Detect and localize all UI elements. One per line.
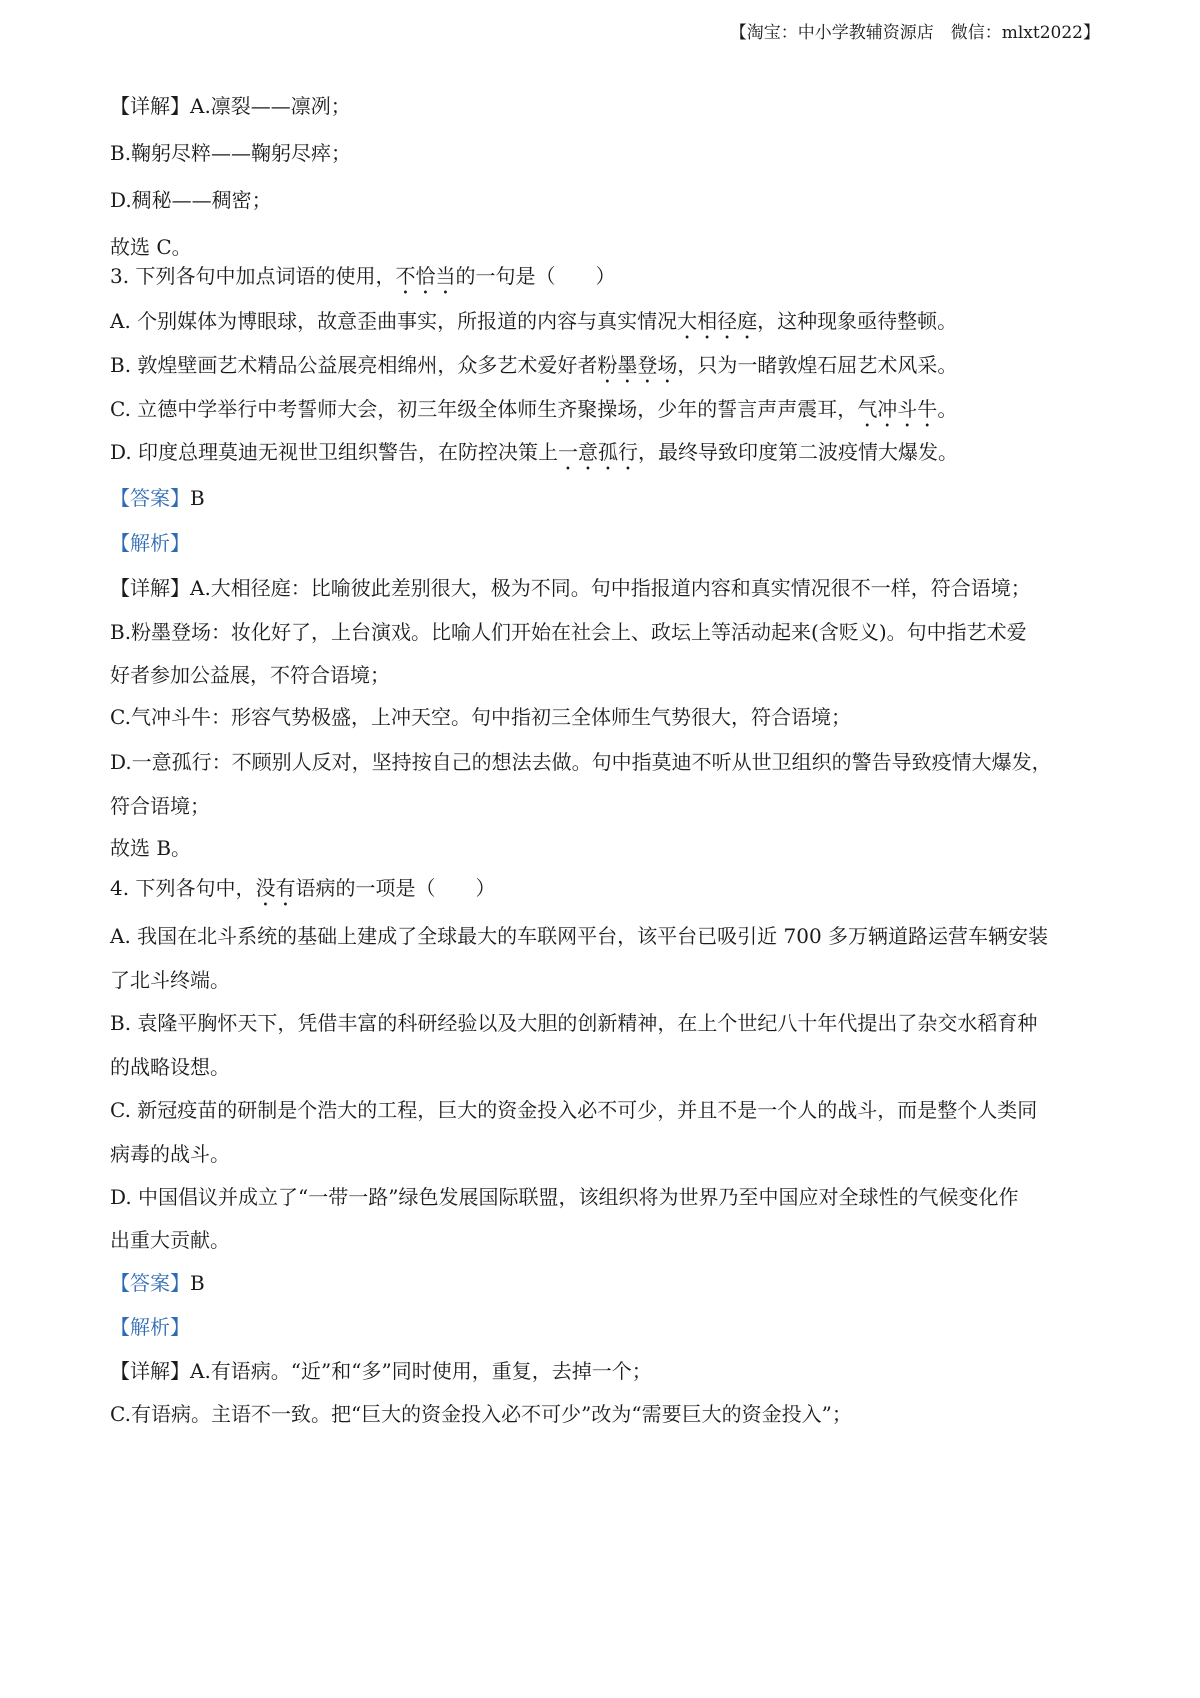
q4-stem-emphasis: 没有 <box>255 876 296 900</box>
q3-detail-b2: 好者参加公益展，不符合语境； <box>110 663 390 687</box>
q4-analysis-tag: 【解析】 <box>110 1315 190 1339</box>
q3-c-emphasis: 气冲斗牛 <box>857 397 938 421</box>
q3-d-emphasis: 一意孤行 <box>558 440 639 464</box>
q3-option-b: B. 敦煌壁画艺术精品公益展亮相绵州，众多艺术爱好者粉墨登场，只为一睹敦煌石屈艺术风采。 <box>110 353 958 377</box>
q2-detail-d: D.稠秘——稠密； <box>110 188 272 212</box>
q4-detail-a: 【详解】A.有语病。“近”和“多”同时使用，重复，去掉一个； <box>110 1359 652 1383</box>
q3-b-emphasis: 粉墨登场 <box>597 353 678 377</box>
q3-detail-b1: B.粉墨登场：妆化好了，上台演戏。比喻人们开始在社会上、政坛上等活动起来(含贬义)。句中指艺术爱 <box>110 620 1027 644</box>
q4-option-a1: A. 我国在北斗系统的基础上建成了全球最大的车联网平台，该平台已吸引近 700 多万辆道路运营车辆安装 <box>110 924 1049 948</box>
q3-answer: 【答案】B <box>110 486 205 510</box>
q2-detail-b: B.鞠躬尽粹——鞠躬尽瘁； <box>110 141 352 165</box>
q3-detail-d2: 符合语境； <box>110 794 210 818</box>
q4-option-b2: 的战略设想。 <box>110 1055 230 1079</box>
q4-option-a2: 了北斗终端。 <box>110 968 230 992</box>
q4-option-c2: 病毒的战斗。 <box>110 1142 230 1166</box>
q3-detail-c: C.气冲斗牛：形容气势极盛，上冲天空。句中指初三全体师生气势很大，符合语境； <box>110 705 851 729</box>
q4-option-b1: B. 袁隆平胸怀天下，凭借丰富的科研经验以及大胆的创新精神，在上个世纪八十年代提出了杂交水稻育种 <box>110 1011 1038 1035</box>
q2-detail-a: 【详解】A.凛裂——凛冽； <box>110 94 351 118</box>
q3-a-emphasis: 大相径庭 <box>677 309 758 333</box>
page-header: 【淘宝：中小学教辅资源店 微信：mlxt2022】 <box>729 23 1100 43</box>
answer-tag: 【答案】 <box>110 1271 190 1295</box>
q3-stem: 3. 下列各句中加点词语的使用，不恰当的一句是（ ） <box>110 264 616 288</box>
q4-option-d2: 出重大贡献。 <box>110 1228 230 1252</box>
q4-option-d1: D. 中国倡议并成立了“一带一路”绿色发展国际联盟，该组织将为世界乃至中国应对全球性的气候变化作 <box>110 1185 1019 1209</box>
q4-stem: 4. 下列各句中，没有语病的一项是（ ） <box>110 876 496 900</box>
q4-detail-c: C.有语病。主语不一致。把“巨大的资金投入必不可少”改为“需要巨大的资金投入”； <box>110 1402 852 1426</box>
q4-option-c1: C. 新冠疫苗的研制是个浩大的工程，巨大的资金投入必不可少，并且不是一个人的战斗，而是整个人类同 <box>110 1098 1038 1122</box>
q3-detail-a: 【详解】A.大相径庭：比喻彼此差别很大，极为不同。句中指报道内容和真实情况很不一样，符合语境； <box>110 576 1031 600</box>
q4-answer: 【答案】B <box>110 1271 205 1295</box>
q3-choose: 故选 B。 <box>110 836 192 860</box>
q2-choose: 故选 C。 <box>110 235 192 259</box>
q3-option-c: C. 立德中学举行中考誓师大会，初三年级全体师生齐聚操场，少年的誓言声声震耳，气冲斗牛。 <box>110 397 958 421</box>
q3-option-a: A. 个别媒体为博眼球，故意歪曲事实，所报道的内容与真实情况大相径庭，这种现象亟待整顿。 <box>110 309 958 333</box>
q3-option-d: D. 印度总理莫迪无视世卫组织警告，在防控决策上一意孤行，最终导致印度第二波疫情大爆发。 <box>110 440 959 464</box>
q3-analysis-tag: 【解析】 <box>110 531 190 555</box>
answer-tag: 【答案】 <box>110 486 190 510</box>
q3-detail-d1: D.一意孤行：不顾别人反对，坚持按自己的想法去做。句中指莫迪不听从世卫组织的警告导致疫情大爆发， <box>110 750 1052 774</box>
q3-stem-emphasis: 不恰当 <box>395 264 456 288</box>
